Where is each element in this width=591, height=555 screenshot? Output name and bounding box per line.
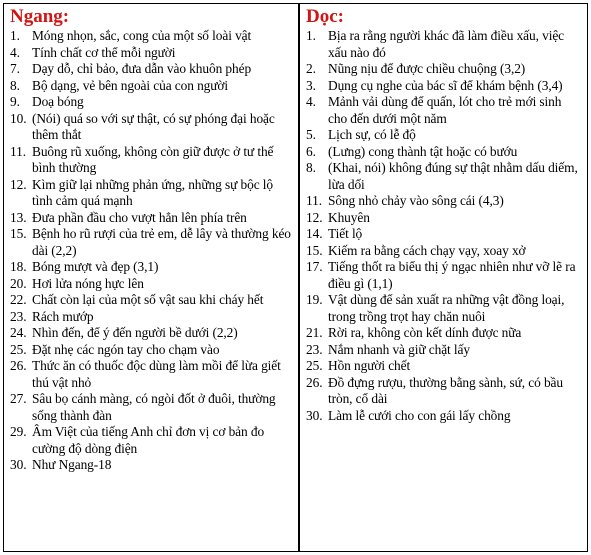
across-clue (10, 276, 294, 293)
clue-text: Chất còn lại của một số vật sau khi cháy hết (32, 292, 264, 307)
down-clue (306, 193, 583, 210)
down-clue (306, 210, 583, 227)
clue-number: 10. (10, 110, 27, 126)
clue-text: Sông nhỏ chảy vào sông cái (4,3) (328, 193, 504, 208)
clue-number: 17. (306, 259, 323, 274)
clue-number: 8. (306, 160, 316, 175)
clue-number: 21. (306, 325, 323, 340)
down-clue (306, 94, 583, 127)
down-clue (306, 78, 583, 95)
clue-text: Đặt nhẹ các ngón tay cho chạm vào (32, 341, 220, 357)
down-clue (306, 375, 583, 408)
down-heading: Dọc: (306, 6, 344, 27)
clue-text: Bộ dạng, vẻ bên ngoài của con người (32, 77, 229, 93)
across-clue (10, 210, 294, 227)
clue-number: 8. (10, 77, 20, 93)
clue-number: 18. (10, 259, 27, 274)
down-clue (306, 358, 583, 375)
clue-number: 19. (306, 292, 323, 307)
clue-text: Móng nhọn, sắc, cong của một số loài vật (32, 28, 252, 43)
down-clue (306, 243, 583, 260)
clue-text: Khuyên (328, 209, 370, 225)
clue-text: Âm Việt của tiếng Anh chỉ đơn vị cơ bản đo cường độ dòng điện (32, 424, 265, 456)
clue-number: 4. (10, 44, 20, 60)
crossword-clues-table (3, 3, 588, 552)
clue-text: Bóng mượt và đẹp (3,1) (32, 259, 159, 274)
clue-number: 1. (10, 28, 20, 43)
across-clue (10, 424, 294, 457)
clue-text: Bệnh ho rũ rượi của trẻ em, dễ lây và thường kéo dài (2,2) (32, 226, 291, 258)
clue-text: Đưa phần đầu cho vượt hẳn lên phía trên (32, 209, 247, 225)
clue-text: Vật dùng để sản xuất ra những vật đồng loại, trong trồng trọt hay chăn nuôi (328, 292, 565, 324)
across-clue (10, 61, 294, 78)
down-clue (306, 226, 583, 243)
clue-text: Tính chất cơ thể mỗi người (32, 44, 176, 60)
clue-text: Tiếng thốt ra biểu thị ý ngạc nhiên như vỡ lẽ ra điều gì (1,1) (328, 259, 576, 291)
down-clue (306, 292, 583, 325)
clue-number: 15. (10, 226, 27, 241)
down-clue-list (306, 28, 583, 424)
across-clue (10, 226, 294, 259)
clue-number: 26. (10, 358, 27, 373)
clue-text: Lịch sự, có lễ độ (328, 127, 416, 142)
down-column (300, 4, 587, 551)
across-clue (10, 457, 294, 474)
clue-text: Sâu bọ cánh màng, có ngòi đốt ở đuôi, thường sống thành đàn (32, 391, 276, 423)
clue-text: Kiếm ra bằng cách chạy vạy, xoay xở (328, 242, 526, 258)
clue-text: Dạy dỗ, chỉ bảo, đưa dẫn vào khuôn phép (32, 61, 252, 76)
across-clue (10, 309, 294, 326)
across-clue (10, 177, 294, 210)
clue-number: 13. (10, 209, 27, 225)
across-clue (10, 391, 294, 424)
down-clue (306, 408, 583, 425)
down-clue (306, 325, 583, 342)
clue-text: (Lưng) cong thành tật hoặc có bướu (328, 143, 518, 159)
down-clue (306, 144, 583, 161)
clue-number: 6. (306, 143, 316, 159)
clue-number: 5. (306, 127, 316, 142)
clue-number: 11. (306, 193, 322, 208)
across-clue (10, 325, 294, 342)
clue-number: 7. (10, 61, 20, 76)
clue-text: Rời ra, không còn kết dính được nữa (328, 325, 522, 340)
clue-number: 1. (306, 28, 316, 43)
clue-text: Nhìn đến, để ý đến người bề dưới (2,2) (32, 325, 238, 340)
clue-number: 11. (10, 143, 26, 159)
clue-text: Buông rũ xuống, không còn giữ được ở tư thế bình thường (32, 143, 274, 175)
clue-number: 23. (10, 308, 27, 324)
clue-number: 3. (306, 77, 316, 93)
down-clue (306, 127, 583, 144)
clue-text: Hồn người chết (328, 358, 411, 373)
clue-number: 30. (10, 457, 27, 472)
clue-text: Đồ đựng rượu, thường bằng sành, sứ, có bầu tròn, cổ dài (328, 374, 563, 406)
down-clue (306, 259, 583, 292)
across-clue (10, 259, 294, 276)
clue-number: 15. (306, 242, 323, 258)
down-clue (306, 61, 583, 78)
across-clue (10, 45, 294, 62)
clue-number: 22. (10, 292, 27, 307)
clue-number: 25. (10, 341, 27, 357)
clue-text: Làm lễ cưới cho con gái lấy chồng (328, 407, 511, 423)
across-clue (10, 111, 294, 144)
clue-number: 12. (10, 176, 27, 192)
clue-text: (Khai, nói) không đúng sự thật nhằm dấu diếm, lừa dối (328, 160, 578, 192)
clue-number: 14. (306, 226, 323, 241)
clue-text: Rách mướp (32, 308, 94, 324)
clue-number: 25. (306, 358, 323, 373)
across-clue (10, 292, 294, 309)
clue-text: Như Ngang-18 (32, 457, 112, 472)
across-clue-list (10, 28, 294, 474)
across-heading: Ngang: (10, 6, 70, 27)
clue-text: Bịa ra rằng người khác đã làm điều xấu, việc xấu nào đó (328, 28, 565, 60)
clue-number: 2. (306, 61, 316, 76)
across-clue (10, 342, 294, 359)
down-clue (306, 28, 583, 61)
clue-text: Nũng nịu để được chiều chuộng (3,2) (328, 61, 526, 76)
across-column (4, 4, 300, 551)
clue-text: Dụng cụ nghe của bác sĩ để khám bệnh (3,4) (328, 77, 563, 93)
clue-number: 27. (10, 391, 27, 406)
clue-text: Nắm nhanh và giữ chặt lấy (328, 341, 470, 357)
across-clue (10, 28, 294, 45)
clue-number: 12. (306, 209, 323, 225)
down-clue (306, 342, 583, 359)
across-clue (10, 144, 294, 177)
clue-text: Doạ bóng (32, 94, 84, 109)
clue-text: Kìm giữ lại những phản ứng, những sự bộc lộ tình cảm quá mạnh (32, 176, 274, 208)
clue-text: Hơi lửa nóng hực lên (32, 275, 144, 291)
clue-number: 4. (306, 94, 316, 109)
clue-number: 9. (10, 94, 20, 109)
clue-number: 20. (10, 275, 27, 291)
across-clue (10, 358, 294, 391)
clue-text: Tiết lộ (328, 226, 363, 241)
down-clue (306, 160, 583, 193)
across-clue (10, 94, 294, 111)
clue-text: Mảnh vải dùng để quấn, lót cho trẻ mới sinh cho đến dưới một năm (328, 94, 562, 126)
clue-number: 26. (306, 374, 323, 390)
clue-number: 24. (10, 325, 27, 340)
clue-text: (Nói) quá so với sự thật, có sự phóng đại hoặc thêm thắt (32, 110, 275, 142)
across-clue (10, 78, 294, 95)
clue-number: 29. (10, 424, 27, 439)
clue-number: 30. (306, 407, 323, 423)
clue-text: Thức ăn có thuốc độc dùng làm mồi để lừa giết thú vật nhỏ (32, 358, 281, 390)
clue-number: 23. (306, 341, 323, 357)
